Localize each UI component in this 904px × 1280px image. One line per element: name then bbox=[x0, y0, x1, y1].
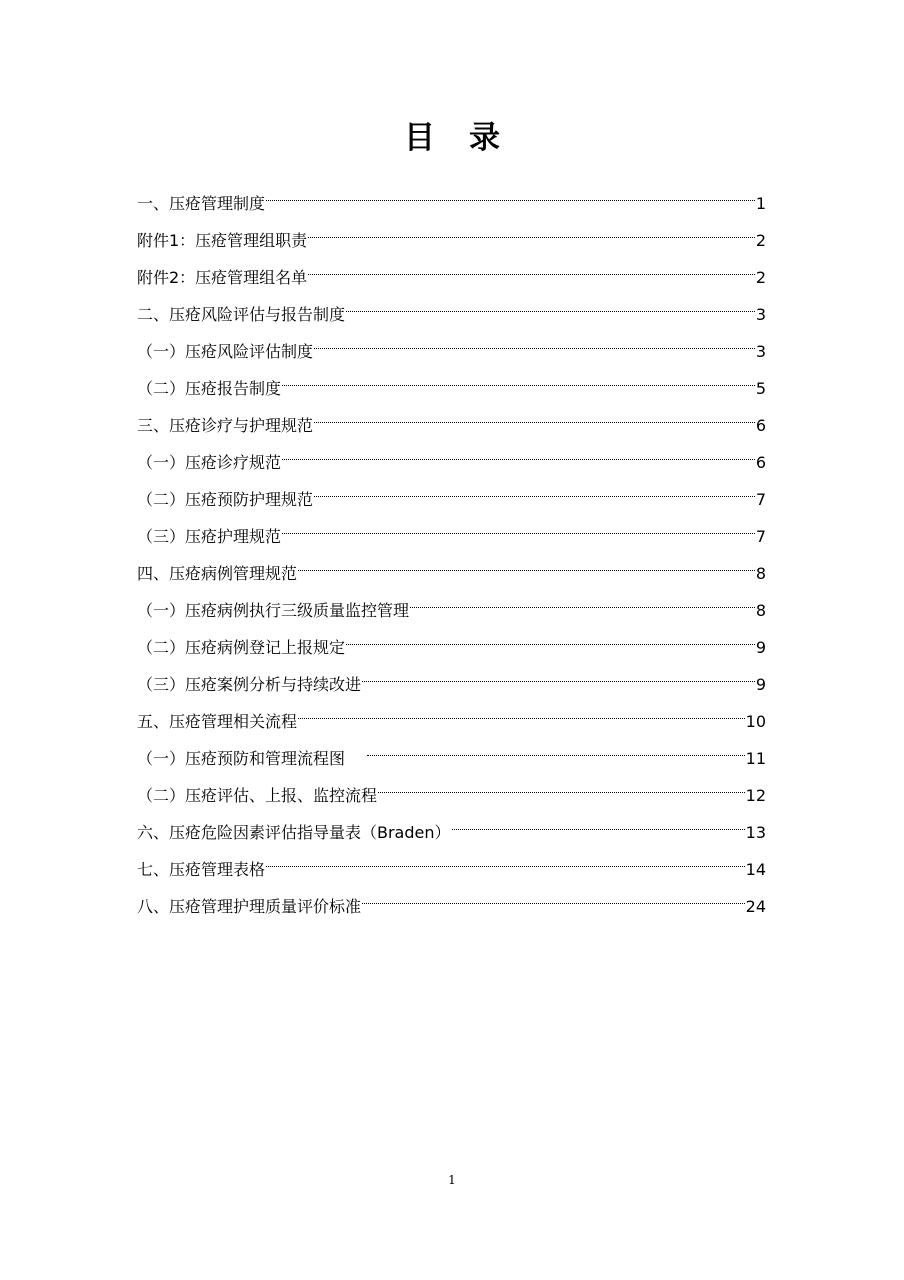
toc-entry-label: （三）压疮案例分析与持续改进 bbox=[137, 675, 362, 694]
toc-dot-leader bbox=[410, 584, 755, 616]
toc-dot-leader bbox=[314, 399, 755, 431]
toc-entry-page: 7 bbox=[755, 490, 766, 509]
title-char-2: 录 bbox=[469, 120, 500, 156]
toc-entry-page: 24 bbox=[745, 897, 766, 916]
toc-dot-leader bbox=[282, 362, 755, 394]
toc-entry-label: （二）压疮预防护理规范 bbox=[137, 490, 314, 509]
toc-entry-page: 10 bbox=[745, 712, 766, 731]
toc-entry-label: 八、压疮管理护理质量评价标准 bbox=[137, 897, 362, 916]
toc-dot-leader bbox=[266, 177, 755, 209]
toc-dot-leader bbox=[362, 880, 745, 912]
toc-dot-leader bbox=[308, 251, 755, 283]
toc-entry-page: 1 bbox=[755, 194, 766, 213]
toc-entry-page: 9 bbox=[755, 675, 766, 694]
toc-dot-leader bbox=[282, 436, 755, 468]
toc-entry-page: 3 bbox=[755, 305, 766, 324]
toc-dot-leader bbox=[282, 510, 755, 542]
title-char-1: 目 bbox=[404, 120, 435, 156]
toc-entry-page: 8 bbox=[755, 601, 766, 620]
toc-dot-leader bbox=[314, 473, 755, 505]
toc-dot-leader bbox=[346, 288, 755, 320]
toc-entry-label: （一）压疮病例执行三级质量监控管理 bbox=[137, 601, 410, 620]
toc-entry-label: 二、压疮风险评估与报告制度 bbox=[137, 305, 346, 324]
toc-entry-page: 5 bbox=[755, 379, 766, 398]
toc-entry-page: 2 bbox=[755, 268, 766, 287]
toc-entry-page: 14 bbox=[745, 860, 766, 879]
table-of-contents bbox=[137, 177, 766, 917]
toc-entry-label: 六、压疮危险因素评估指导量表（Braden） bbox=[137, 823, 451, 842]
toc-entry-page: 6 bbox=[755, 453, 766, 472]
page-number: 1 bbox=[448, 1173, 456, 1187]
toc-dot-leader bbox=[346, 621, 755, 653]
toc-entry-label: 五、压疮管理相关流程 bbox=[137, 712, 298, 731]
toc-entry-label: （三）压疮护理规范 bbox=[137, 527, 282, 546]
toc-entry-label: （一）压疮诊疗规范 bbox=[137, 453, 282, 472]
toc-entry[interactable] bbox=[137, 177, 766, 214]
page-title bbox=[0, 116, 904, 160]
toc-entry-page: 11 bbox=[745, 749, 766, 768]
toc-entry-label: 附件2：压疮管理组名单 bbox=[137, 268, 308, 287]
toc-entry-label: 三、压疮诊疗与护理规范 bbox=[137, 416, 314, 435]
toc-dot-leader bbox=[362, 658, 755, 690]
toc-dot-leader bbox=[367, 732, 745, 764]
toc-entry-label: （二）压疮病例登记上报规定 bbox=[137, 638, 346, 657]
toc-entry-page: 6 bbox=[755, 416, 766, 435]
toc-dot-leader bbox=[452, 806, 745, 838]
toc-entry-label: （一）压疮风险评估制度 bbox=[137, 342, 314, 361]
toc-entry-page: 13 bbox=[745, 823, 766, 842]
toc-dot-leader bbox=[298, 547, 755, 579]
toc-entry-page: 12 bbox=[745, 786, 766, 805]
toc-entry-label: （二）压疮报告制度 bbox=[137, 379, 282, 398]
toc-entry-label: 一、压疮管理制度 bbox=[137, 194, 266, 213]
toc-entry-page: 8 bbox=[755, 564, 766, 583]
toc-entry-label: 附件1：压疮管理组职责 bbox=[137, 231, 308, 250]
toc-entry-page: 7 bbox=[755, 527, 766, 546]
toc-entry-page: 9 bbox=[755, 638, 766, 657]
toc-dot-leader bbox=[266, 843, 745, 875]
toc-dot-leader bbox=[314, 325, 755, 357]
toc-entry-page: 3 bbox=[755, 342, 766, 361]
toc-dot-leader bbox=[378, 769, 745, 801]
toc-dot-leader bbox=[308, 214, 755, 246]
toc-entry-label: （二）压疮评估、上报、监控流程 bbox=[137, 786, 378, 805]
toc-entry-label: 七、压疮管理表格 bbox=[137, 860, 266, 879]
toc-dot-leader bbox=[298, 695, 745, 727]
toc-entry-label: 四、压疮病例管理规范 bbox=[137, 564, 298, 583]
toc-entry-page: 2 bbox=[755, 231, 766, 250]
toc-entry-label: （一）压疮预防和管理流程图 bbox=[137, 749, 346, 768]
